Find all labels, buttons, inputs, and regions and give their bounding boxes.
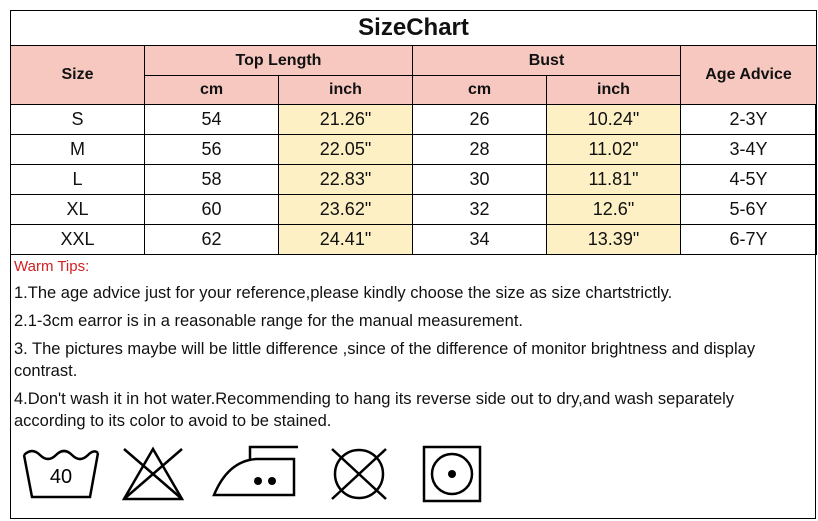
cell-bust-inch: 12.6" (547, 195, 681, 225)
table-row (11, 195, 817, 225)
cell-bust-cm: 28 (413, 135, 547, 165)
header-age-advice: Age Advice (681, 46, 817, 105)
cell-length-inch: 23.62" (279, 195, 413, 225)
size-chart-table (10, 10, 817, 255)
cell-age: 2-3Y (681, 105, 817, 135)
cell-bust-inch: 13.39" (547, 225, 681, 255)
header-bust: Bust (413, 46, 681, 76)
cell-age: 5-6Y (681, 195, 817, 225)
tip-item: 3. The pictures maybe will be little difference ,since of the difference of monitor brightness and display contrast. (14, 340, 756, 380)
cell-size: XL (11, 195, 145, 225)
cell-size: S (11, 105, 145, 135)
cell-age: 3-4Y (681, 135, 817, 165)
cell-size: XXL (11, 225, 145, 255)
tumble-dry-low-icon (420, 443, 486, 503)
table-row (11, 135, 817, 165)
table-row (11, 105, 817, 135)
cell-length-inch: 21.26" (279, 105, 413, 135)
header-bust-inch: inch (547, 76, 681, 105)
tip-item: 4.Don't wash it in hot water.Recommending to hang its reverse side out to dry,and wash separately according to its color to avoid to be stained. (14, 390, 735, 430)
cell-bust-inch: 11.02" (547, 135, 681, 165)
cell-length-cm: 58 (145, 165, 279, 195)
cell-bust-cm: 30 (413, 165, 547, 195)
table-row (11, 225, 817, 255)
wash-temp-label: 40 (49, 466, 73, 488)
tip-item: 2.1-3cm earror is in a reasonable range for the manual measurement. (14, 312, 524, 330)
cell-length-cm: 62 (145, 225, 279, 255)
no-dryclean-icon (326, 443, 392, 503)
cell-age: 4-5Y (681, 165, 817, 195)
cell-bust-cm: 34 (413, 225, 547, 255)
cell-size: L (11, 165, 145, 195)
chart-title: SizeChart (11, 11, 817, 46)
iron-medium-icon (210, 443, 300, 503)
warm-tips-heading: Warm Tips: (14, 258, 90, 275)
cell-length-cm: 56 (145, 135, 279, 165)
cell-size: M (11, 135, 145, 165)
header-bust-cm: cm (413, 76, 547, 105)
cell-bust-inch: 10.24" (547, 105, 681, 135)
tip-item: 1.The age advice just for your reference,please kindly choose the size as size chartstrictly. (14, 284, 673, 302)
table-row (11, 165, 817, 195)
wash-40-icon (20, 443, 102, 503)
warm-tips (14, 256, 810, 438)
header-length-inch: inch (279, 76, 413, 105)
cell-age: 6-7Y (681, 225, 817, 255)
cell-length-inch: 22.83" (279, 165, 413, 195)
cell-bust-cm: 26 (413, 105, 547, 135)
cell-bust-cm: 32 (413, 195, 547, 225)
cell-length-inch: 24.41" (279, 225, 413, 255)
header-top-length: Top Length (145, 46, 413, 76)
header-size: Size (11, 46, 145, 105)
header-length-cm: cm (145, 76, 279, 105)
no-bleach-icon (120, 443, 186, 503)
cell-bust-inch: 11.81" (547, 165, 681, 195)
cell-length-inch: 22.05" (279, 135, 413, 165)
cell-length-cm: 60 (145, 195, 279, 225)
care-icons (20, 443, 490, 503)
cell-length-cm: 54 (145, 105, 279, 135)
